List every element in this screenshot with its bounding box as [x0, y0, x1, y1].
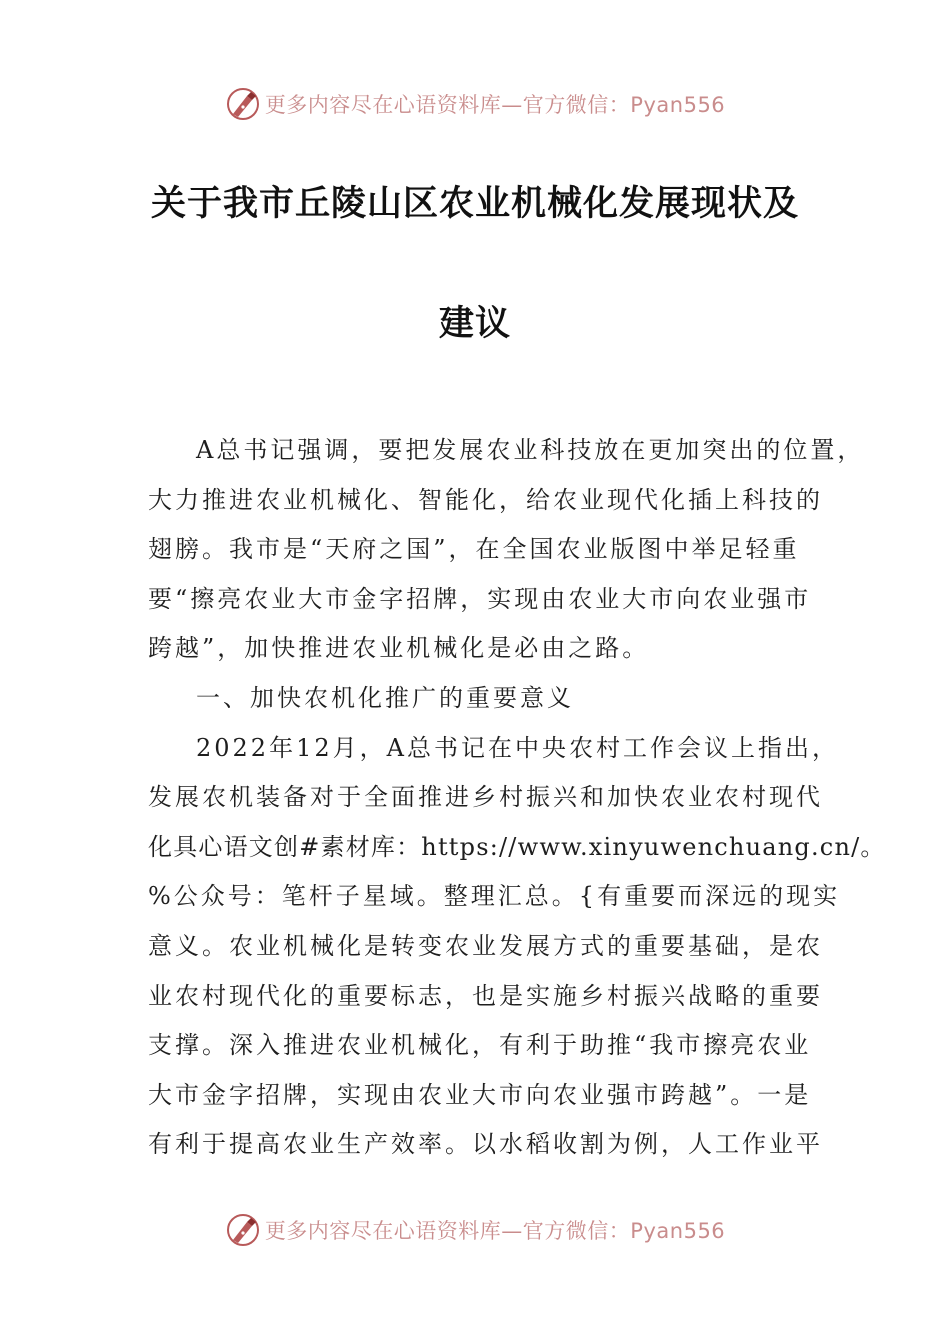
footer-watermark — [0, 1208, 950, 1252]
document-title-line1: 关于我市丘陵山区农业机械化发展现状及 — [150, 184, 799, 224]
paragraph-line: 大市金字招牌，实现由农业大市向农业强市跨越”。一是 — [148, 1080, 812, 1109]
document-body — [148, 426, 886, 1170]
paragraph-line: 翅膀。我市是“天府之国”，在全国农业版图中举足轻重 — [148, 535, 800, 564]
paragraph-line: 业农村现代化的重要标志，也是实施乡村振兴战略的重要 — [148, 981, 823, 1010]
paragraph-line: 发展农机装备对于全面推进乡村振兴和加快农业农村现代 — [148, 783, 823, 812]
watermark-text: 更多内容尽在心语资料库—官方微信：Pyan556 — [264, 1219, 726, 1243]
document-title-line2: 建议 — [438, 304, 511, 344]
section-heading: 一、加快农机化推广的重要意义 — [196, 683, 574, 712]
paragraph-line: 要“擦亮农业大市金字招牌，实现由农业大市向农业强市 — [148, 584, 812, 613]
paragraph-line: 化具心语文创#素材库：https://www.xinyuwenchuang.cn/。 — [148, 832, 886, 861]
pen-nib-circle-icon — [225, 86, 261, 122]
paragraph-line: A总书记强调，要把发展农业科技放在更加突出的位置， — [196, 436, 865, 464]
paragraph-line: 有利于提高农业生产效率。以水稻收割为例，人工作业平 — [148, 1130, 823, 1159]
paragraph-line: 2022年12月，A总书记在中央农村工作会议上指出， — [196, 733, 839, 762]
paragraph-line: 跨越”，加快推进农业机械化是必由之路。 — [148, 634, 650, 663]
watermark-text: 更多内容尽在心语资料库—官方微信：Pyan556 — [264, 93, 726, 117]
paragraph-line: 大力推进农业机械化、智能化，给农业现代化插上科技的 — [148, 485, 823, 514]
header-watermark — [0, 82, 950, 126]
paragraph-line: 支撑。深入推进农业机械化，有利于助推“我市擦亮农业 — [148, 1031, 812, 1060]
paragraph-line: 意义。农业机械化是转变农业发展方式的重要基础，是农 — [148, 931, 823, 960]
paragraph-line: %公众号：笔杆子星域。整理汇总。{有重要而深远的现实 — [148, 882, 841, 911]
pen-nib-circle-icon — [225, 1212, 261, 1248]
